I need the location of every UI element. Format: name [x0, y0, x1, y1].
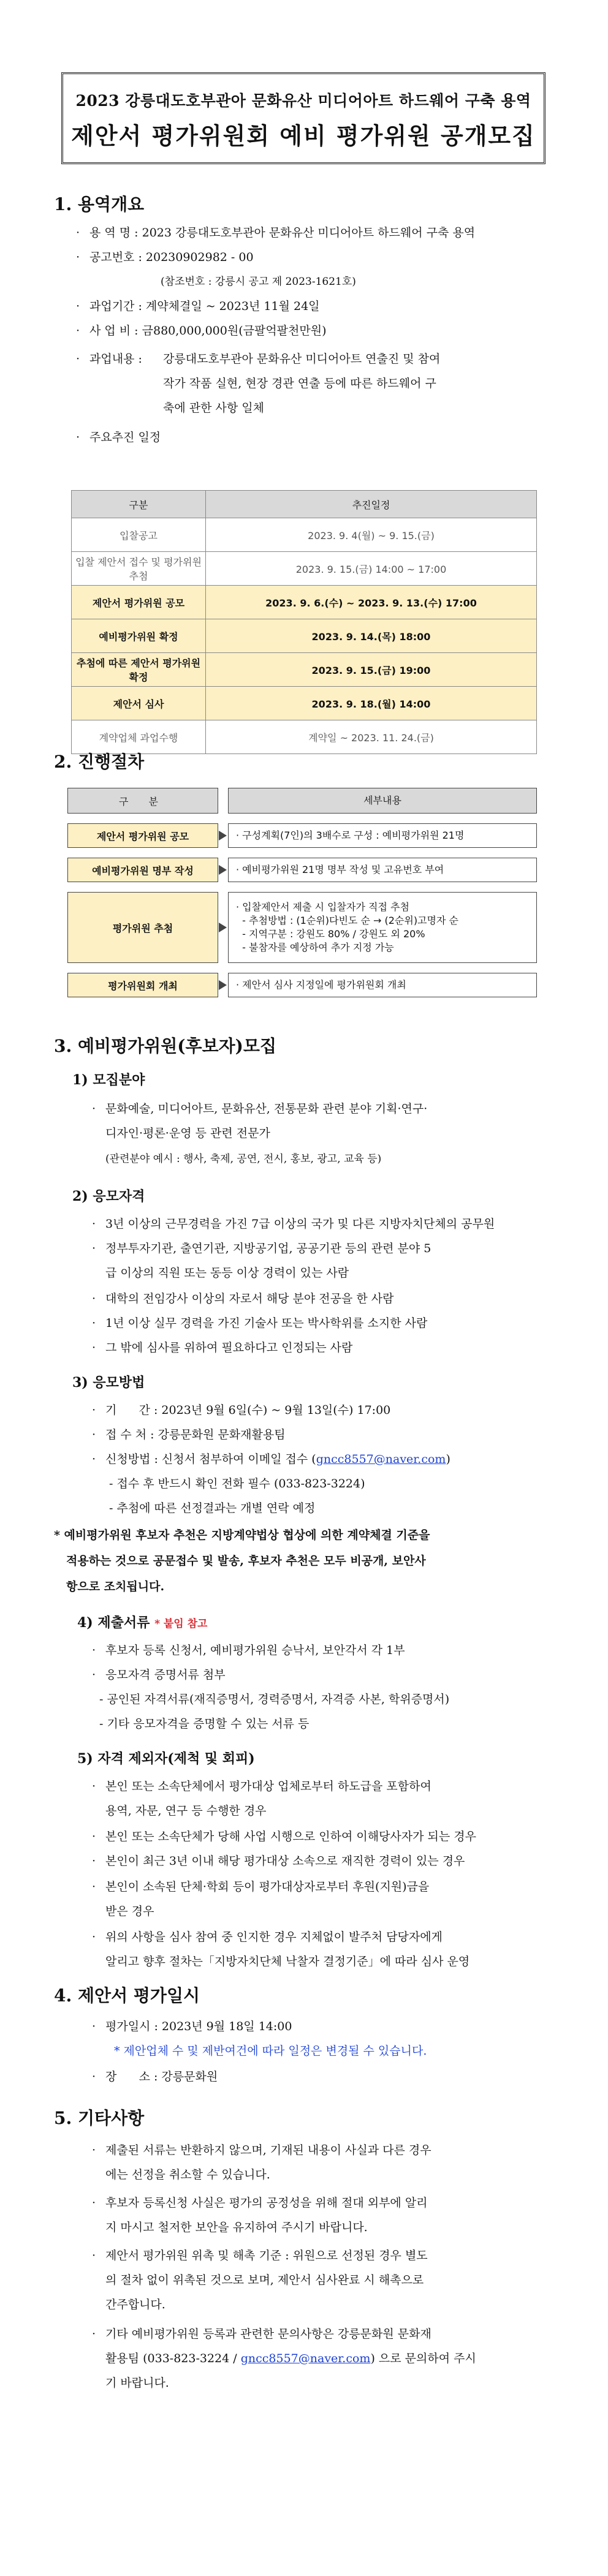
misc-item: 의 절차 없이 위촉된 것으로 보며, 제안서 심사완료 시 해촉으로: [105, 2273, 424, 2287]
attachment-note: * 붙임 참고: [154, 1618, 208, 1630]
misc-item: 에는 선정을 취소할 수 있습니다.: [105, 2168, 270, 2181]
process-step-detail: · 예비평가위원 21명 명부 작성 및 고유번호 부여: [228, 858, 537, 882]
section-5-heading: 5. 기타사항: [54, 2108, 145, 2128]
subheading-documents: 4) 제출서류 * 붙임 참고: [77, 1615, 208, 1631]
table-row: [72, 687, 537, 720]
section-3-heading: 3. 예비평가위원(후보자)모집: [54, 1036, 277, 1056]
column-header: 추진일정: [206, 491, 537, 518]
misc-item: 활용팀 (033-823-3224 / gncc8557@naver.com) 으로 문의하여 주시: [105, 2352, 476, 2365]
misc-item: 간주합니다.: [105, 2298, 165, 2311]
table-cell: 계약업체 과업수행: [72, 720, 206, 754]
table-cell: 2023. 9. 14.(목) 18:00: [206, 619, 537, 653]
document-item: · 응모자격 증명서류 첨부: [92, 1668, 226, 1682]
table-cell: 입찰 제안서 접수 및 평가위원 추첨: [72, 552, 206, 586]
exclusion-item: · 본인이 소속된 단체·학회 등이 평가대상자로부터 후원(지원)금을: [92, 1880, 430, 1894]
arrow-right-icon: [219, 831, 227, 840]
process-header-right: 세부내용: [228, 788, 537, 814]
confidential-note: 항으로 조치됩니다.: [66, 1580, 165, 1593]
method-note: - 접수 후 반드시 확인 전화 필수 (033-823-3224): [109, 1477, 365, 1490]
section-2-heading: 2. 진행절차: [54, 752, 145, 772]
process-step-label: 예비평가위원 명부 작성: [67, 858, 218, 882]
table-row: [72, 653, 537, 687]
table-row: [72, 518, 537, 552]
document-item: · 후보자 등록 신청서, 예비평가위원 승낙서, 보안각서 각 1부: [92, 1644, 405, 1657]
exclusion-item: 알리고 향후 절차는「지방자치단체 낙찰자 결정기준」에 따라 심사 운영: [105, 1955, 470, 1968]
schedule-table: [71, 490, 537, 754]
table-row: [72, 586, 537, 619]
method-note: - 추첨에 따른 선정결과는 개별 연락 예정: [109, 1501, 316, 1515]
process-step-label: 평가위원회 개최: [67, 973, 218, 997]
arrow-right-icon: [219, 865, 227, 875]
document-item: - 기타 응모자격을 증명할 수 있는 서류 등: [99, 1717, 310, 1731]
work-content-line: 작가 작품 실현, 현장 경관 연출 등에 따른 하드웨어 구: [163, 377, 436, 390]
misc-item: 기 바랍니다.: [105, 2376, 169, 2390]
misc-item: · 제안서 평가위원 위촉 및 해촉 기준 : 위원으로 선정된 경우 별도: [92, 2249, 428, 2262]
subheading-qualifications: 2) 응모자격: [72, 1188, 145, 1204]
exclusion-item: 용역, 자문, 연구 등 수행한 경우: [105, 1804, 267, 1818]
qualification-item: · 정부투자기관, 출연기관, 지방공기업, 공공기관 등의 관련 분야 5: [92, 1242, 431, 1255]
notice-number: · 공고번호 : 20230902982 - 00: [76, 251, 254, 264]
process-step-detail: · 구성계획(7인)의 3배수로 구성 : 예비평가위원 21명: [228, 823, 537, 848]
method-apply: · 신청방법 : 신청서 첨부하여 이메일 접수 (gncc8557@naver.com): [92, 1452, 450, 1466]
table-row: [72, 619, 537, 653]
misc-item: · 기타 예비평가위원 등록과 관련한 문의사항은 강릉문화원 문화재: [92, 2327, 431, 2341]
exclusion-item: · 위의 사항을 심사 참여 중 인지한 경우 지체없이 발주처 담당자에게: [92, 1930, 443, 1944]
table-cell: 2023. 9. 4(월) ~ 9. 15.(금): [206, 518, 537, 552]
table-cell: 2023. 9. 6.(수) ~ 2023. 9. 13.(수) 17:00: [206, 586, 537, 619]
table-cell: 제안서 평가위원 공모: [72, 586, 206, 619]
work-period: · 과업기간 : 계약체결일 ~ 2023년 11월 24일: [76, 300, 320, 313]
table-cell: 2023. 9. 15.(금) 14:00 ~ 17:00: [206, 552, 537, 586]
budget: · 사 업 비 : 금880,000,000원(금팔억팔천만원): [76, 324, 327, 338]
subheading-method: 3) 응모방법: [72, 1375, 145, 1391]
table-cell: 계약일 ~ 2023. 11. 24.(금): [206, 720, 537, 754]
subheading-fields: 1) 모집분야: [72, 1072, 145, 1088]
exclusion-item: · 본인이 최근 3년 이내 해당 평가대상 소속으로 재직한 경력이 있는 경우: [92, 1854, 465, 1868]
process-header-left: 구 분: [67, 788, 218, 814]
qualification-item: 급 이상의 직원 또는 동등 이상 경력이 있는 사람: [105, 1266, 349, 1280]
notice-reference: (참조번호 : 강릉시 공고 제 2023-1621호): [161, 276, 356, 288]
process-step-label: 제안서 평가위원 공모: [67, 823, 218, 848]
exclusion-item: 받은 경우: [105, 1905, 154, 1918]
work-content-label: · 과업내용 :: [76, 352, 142, 366]
subheading-exclusion: 5) 자격 제외자(제척 및 회피): [77, 1751, 255, 1767]
table-cell: 예비평가위원 확정: [72, 619, 206, 653]
method-period: · 기 간 : 2023년 9월 6일(수) ~ 9월 13일(수) 17:00: [92, 1403, 391, 1417]
process-step-detail: · 제안서 심사 지정일에 평가위원회 개최: [228, 973, 537, 997]
arrow-right-icon: [219, 980, 227, 990]
email-link[interactable]: gncc8557@naver.com: [316, 1452, 446, 1466]
schedule-label: · 주요추진 일정: [76, 431, 161, 444]
process-step-label: 평가위원 추첨: [67, 892, 218, 963]
evaluation-place: · 장 소 : 강릉문화원: [92, 2070, 218, 2083]
qualification-item: · 1년 이상 실무 경력을 가진 기술사 또는 박사학위를 소지한 사람: [92, 1316, 428, 1330]
page-subtitle: 2023 강릉대도호부관아 문화유산 미디어아트 하드웨어 구축 용역: [75, 92, 531, 110]
email-link[interactable]: gncc8557@naver.com: [240, 2352, 371, 2365]
qualification-item: · 3년 이상의 근무경력을 가진 7급 이상의 국가 및 다른 지방자치단체의 공무원: [92, 1217, 495, 1231]
misc-item: · 후보자 등록신청 사실은 평가의 공정성을 위해 절대 외부에 알리: [92, 2196, 428, 2210]
column-header: 구분: [72, 491, 206, 518]
table-header-row: [72, 491, 537, 518]
document-item: - 공인된 자격서류(재직증명서, 경력증명서, 자격증 사본, 학위증명서): [99, 1693, 450, 1706]
table-cell: 입찰공고: [72, 518, 206, 552]
confidential-note: * 예비평가위원 후보자 추천은 지방계약법상 협상에 의한 계약체결 기준을: [54, 1528, 430, 1542]
misc-item: · 제출된 서류는 반환하지 않으며, 기재된 내용이 사실과 다른 경우: [92, 2144, 431, 2157]
table-cell: 2023. 9. 18.(월) 14:00: [206, 687, 537, 720]
process-step-detail: · 입찰제안서 제출 시 입찰자가 직접 추첨 - 추첨방법 : (1순위)다빈도 순 → (2순위)고명자 순 - 지역구분 : 강원도 80% / 강원도 외 20% - 불참자를 예상하여 추가 지정 가능: [228, 892, 537, 963]
field-examples: (관련분야 예시 : 행사, 축제, 공연, 전시, 홍보, 광고, 교육 등): [105, 1153, 382, 1165]
exclusion-item: · 본인 또는 소속단체가 당해 사업 시행으로 인하여 이해당사자가 되는 경우: [92, 1830, 476, 1843]
misc-item: 지 마시고 철저한 보안을 유지하여 주시기 바랍니다.: [105, 2221, 368, 2234]
service-name: · 용 역 명 : 2023 강릉대도호부관아 문화유산 미디어아트 하드웨어 구축 용역: [76, 226, 476, 240]
work-content-line: 강릉대도호부관아 문화유산 미디어아트 연출진 및 참여: [163, 352, 441, 366]
section-4-heading: 4. 제안서 평가일시: [54, 1985, 200, 2006]
field-line: · 문화예술, 미디어아트, 문화유산, 전통문화 관련 분야 기획·연구·: [92, 1102, 428, 1116]
section-1-heading: 1. 용역개요: [54, 194, 145, 214]
title-box: [61, 72, 545, 164]
table-cell: 추첨에 따른 제안서 평가위원 확정: [72, 653, 206, 687]
method-office: · 접 수 처 : 강릉문화원 문화재활용팀: [92, 1428, 286, 1441]
table-row: [72, 552, 537, 586]
qualification-item: · 대학의 전임강사 이상의 자로서 해당 분야 전공을 한 사람: [92, 1292, 394, 1305]
field-line: 디자인·평론·운영 등 관련 전문가: [105, 1127, 270, 1140]
page-title: 제안서 평가위원회 예비 평가위원 공개모집: [71, 122, 536, 149]
exclusion-item: · 본인 또는 소속단체에서 평가대상 업체로부터 하도급을 포함하여: [92, 1780, 431, 1793]
table-cell: 2023. 9. 15.(금) 19:00: [206, 653, 537, 687]
schedule-change-note: * 제안업체 수 및 제반여건에 따라 일정은 변경될 수 있습니다.: [114, 2044, 427, 2058]
work-content-line: 축에 관한 사항 일체: [163, 401, 264, 415]
confidential-note: 적용하는 것으로 공문접수 및 발송, 후보자 추천은 모두 비공개, 보안사: [66, 1554, 426, 1568]
qualification-item: · 그 밖에 심사를 위하여 필요하다고 인정되는 사람: [92, 1341, 353, 1354]
arrow-right-icon: [219, 923, 227, 932]
evaluation-date: · 평가일시 : 2023년 9월 18일 14:00: [92, 2020, 292, 2033]
table-cell: 제안서 심사: [72, 687, 206, 720]
